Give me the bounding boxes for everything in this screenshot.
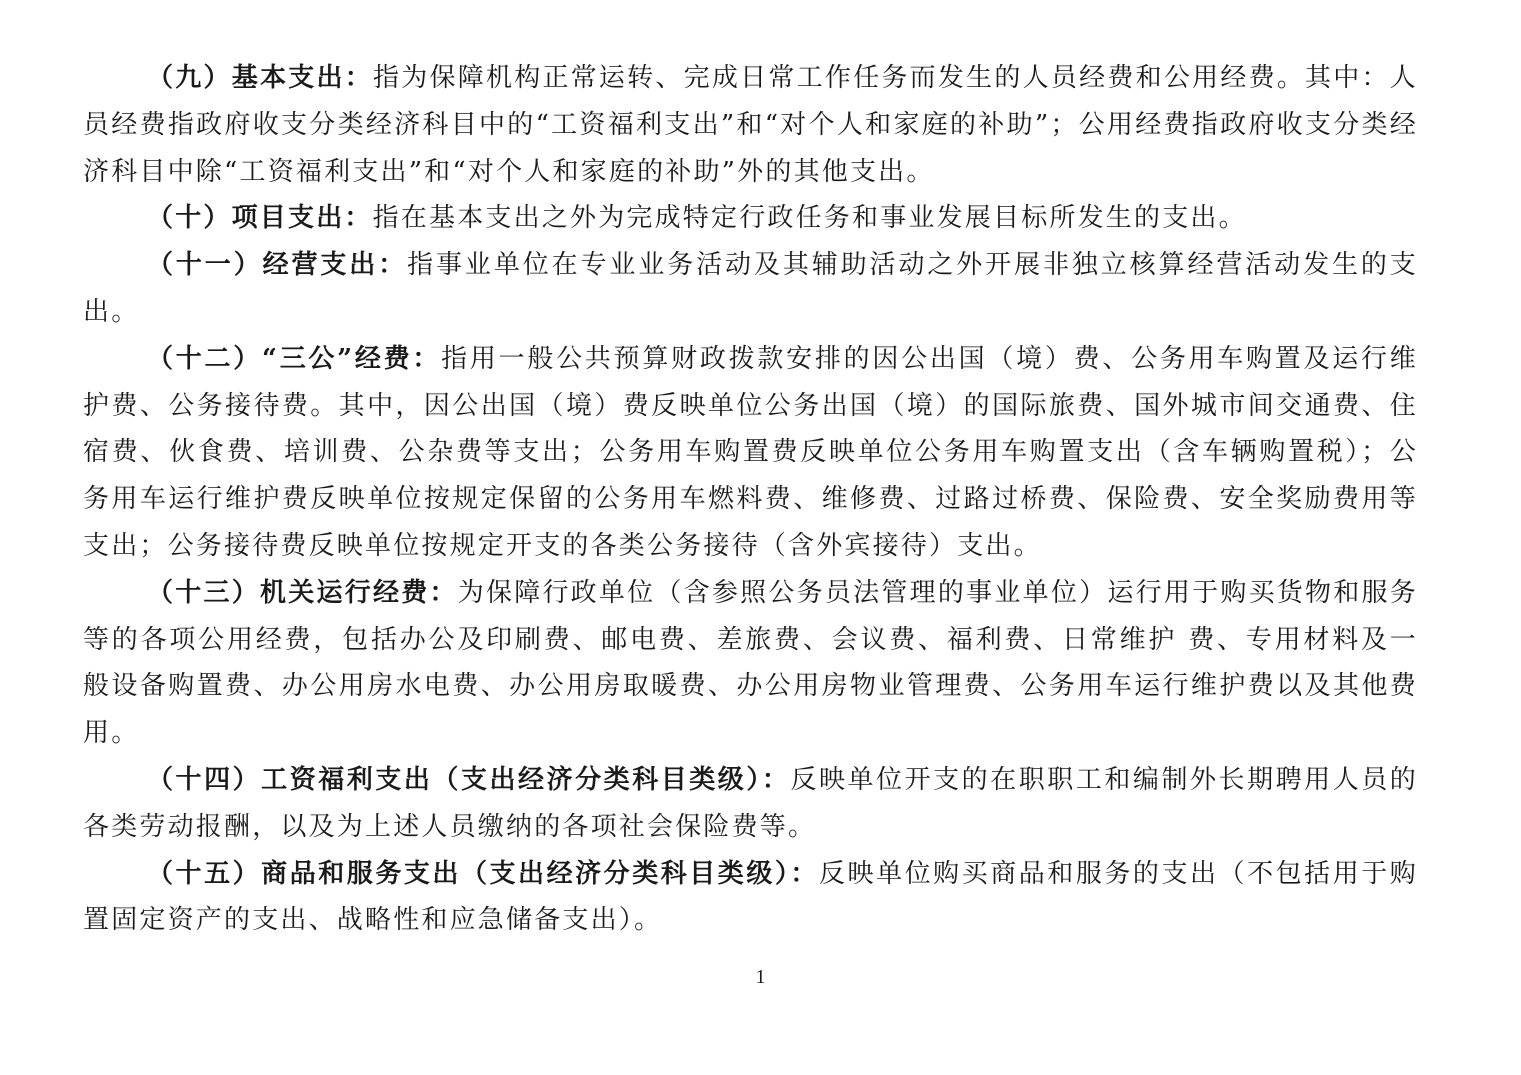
term-operating-expenditure: （十一）经营支出： [147,250,408,281]
paragraph-goods-services-expenditure [83,851,1418,945]
term-project-expenditure: （十）项目支出： [147,203,373,234]
paragraph-project-expenditure [83,195,1418,242]
paragraph-operating-expenditure [83,242,1418,336]
definition-goods-services-expenditure: 反映单位购买商品和服务的支出（不包括用于购置固定资产的支出、战略性和应急储备支出）。 [83,858,1418,936]
document-page [83,55,1418,944]
definition-wage-welfare-expenditure: 反映单位开支的在职职工和编制外长期聘用人员的各类劳动报酬，以及为上述人员缴纳的各项社会保险费等。 [83,764,1418,842]
paragraph-wage-welfare-expenditure [83,757,1418,851]
term-agency-operating-expenses: （十三）机关运行经费： [147,577,458,608]
definition-three-public-expenses: 指用一般公共预算财政拨款安排的因公出国（境）费、公务用车购置及运行维护费、公务接待费。其中，因公出国（境）费反映单位公务出国（境）的国际旅费、国外城市间交通费、住宿费、伙食费、培训费、公杂费等支出；公务用车购置费反映单位公务用车购置支出（含车辆购置税）；公务用车运行维护费反映单位按规定保留的公务用车燃料费、维修费、过路过桥费、保险费、安全奖励费用等支出；公务接待费反映单位按规定开支的各类公务接待（含外宾接待）支出。 [83,343,1418,561]
term-basic-expenditure: （九）基本支出： [147,63,373,93]
definition-project-expenditure: 指在基本支出之外为完成特定行政任务和事业发展目标所发生的支出。 [372,203,1247,234]
term-goods-services-expenditure: （十五）商品和服务支出（支出经济分类科目类级）： [147,858,819,889]
definition-operating-expenditure: 指事业单位在专业业务活动及其辅助活动之外开展非独立核算经营活动发生的支出。 [83,250,1418,327]
term-wage-welfare-expenditure: （十四）工资福利支出（支出经济分类科目类级）： [147,764,791,795]
definition-agency-operating-expenses: 为保障行政单位（含参照公务员法管理的事业单位）运行用于购买货物和服务等的各项公用经费，包括办公及印刷费、邮电费、差旅费、会议费、福利费、日常维护 费、专用材料及一般设备购置费、办公用房水电费、办公用房取暖费、办公用房物业管理费、公务用车运行维护费以及其他费用。 [83,577,1418,749]
paragraph-basic-expenditure [83,55,1418,195]
term-three-public-expenses: （十二）“三公”经费： [147,343,442,374]
definition-basic-expenditure: 指为保障机构正常运转、完成日常工作任务而发生的人员经费和公用经费。其中：人员经费指政府收支分类经济科目中的“工资福利支出”和“对个人和家庭的补助”；公用经费指政府收支分类经济科目中除“工资福利支出”和“对个人和家庭的补助”外的其他支出。 [83,63,1418,187]
paragraph-three-public-expenses [83,336,1418,570]
page-number: 1 [755,966,766,988]
paragraph-agency-operating-expenses [83,570,1418,757]
